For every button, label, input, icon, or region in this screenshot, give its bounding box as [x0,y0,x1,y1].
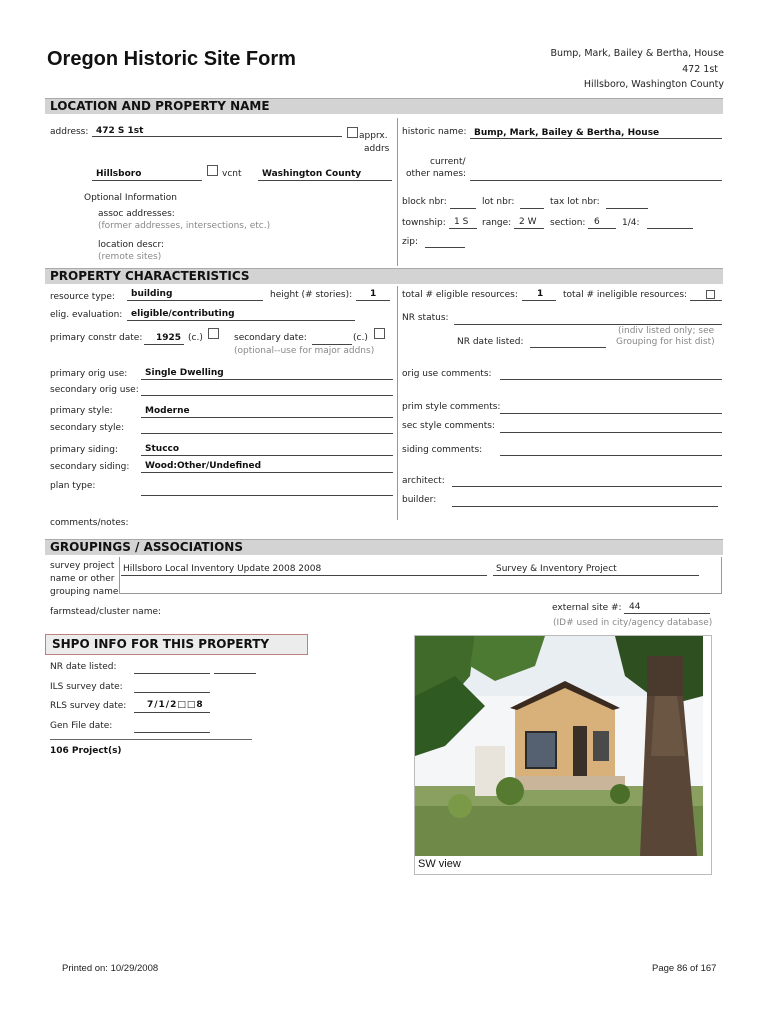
farmstead-label: farmstead/cluster name: [50,607,162,617]
external-site-label: external site #: [552,603,622,613]
shpo-nr-date-field-2[interactable] [214,661,256,674]
sec-style-comments-field[interactable] [500,420,722,433]
secondary-orig-use-label: secondary orig use: [50,385,139,395]
siding-comments-label: siding comments: [402,445,483,455]
external-site-hint: (ID# used in city/agency database) [553,618,713,628]
section-location [45,98,723,114]
secondary-siding-value: Wood:Other/Undefined [145,461,262,471]
secondary-orig-use-field[interactable] [141,383,393,396]
height-label: height (# stories): [270,290,353,300]
range-label: range: [482,218,512,228]
rls-survey-label: RLS survey date: [50,701,127,711]
quarter-field[interactable] [647,216,693,229]
primary-circa-checkbox[interactable] [208,328,219,339]
apprx-label: apprx. [359,131,388,141]
external-site-value: 44 [629,602,641,612]
total-ineligible-label: total # ineligible resources: [563,290,688,300]
prim-style-comments-field[interactable] [500,401,722,414]
sec-style-comments-label: sec style comments: [402,421,495,431]
section-shpo [45,634,308,655]
survey-project-label-2: name or other [50,574,115,584]
photo-caption: SW view [418,858,461,870]
form-title: Oregon Historic Site Form [47,48,296,70]
section-property-title: PROPERTY CHARACTERISTICS [50,269,250,283]
house-photo-image [415,636,703,856]
orig-use-comments-label: orig use comments: [402,369,492,379]
primary-circa-label: (c.) [188,333,203,343]
township-value: 1 S [454,217,469,227]
header-property-location: Hillsboro, Washington County [583,79,724,90]
county-value: Washington County [262,169,362,179]
ils-survey-label: ILS survey date: [50,682,123,692]
secondary-date-label: secondary date: [234,333,307,343]
resource-type-value: building [131,289,173,299]
assoc-addresses-label: assoc addresses: [98,209,175,219]
shpo-nr-date-label: NR date listed: [50,662,117,672]
primary-style-value: Moderne [145,406,190,416]
optional-info-label: Optional Information [84,193,178,203]
address-label: address: [50,127,89,137]
nr-status-field[interactable] [454,312,722,325]
plan-type-field[interactable] [141,483,393,496]
page-number: Page 86 of 167 [652,963,717,974]
resource-type-label: resource type: [50,292,115,302]
primary-orig-use-label: primary orig use: [50,369,128,379]
historic-name-label: historic name: [402,127,467,137]
township-label: township: [402,218,446,228]
survey-type-value: Survey & Inventory Project [496,564,617,574]
apprx-checkbox[interactable] [347,127,358,138]
section-value: 6 [594,217,600,227]
other-names-field[interactable] [470,168,722,181]
zip-field[interactable] [425,235,465,248]
historic-name-value: Bump, Mark, Bailey & Bertha, House [474,128,660,138]
assoc-addresses-hint: (former addresses, intersections, etc.) [98,221,271,231]
section-property [45,268,723,284]
range-value: 2 W [519,217,537,227]
rls-survey-value: 7/1/2□□8 [147,700,204,710]
column-divider-2 [397,286,398,520]
section-field[interactable] [588,216,616,229]
location-descr-hint: (remote sites) [98,252,162,262]
prim-style-comments-label: prim style comments: [402,402,501,412]
ils-survey-field[interactable] [134,680,210,693]
section-groupings [45,539,723,555]
secondary-style-field[interactable] [141,421,393,434]
survey-project-label-3: grouping name [50,587,119,597]
total-eligible-label: total # eligible resources: [402,290,518,300]
primary-siding-value: Stucco [145,444,180,454]
primary-orig-use-value: Single Dwelling [145,368,224,378]
vcnt-checkbox[interactable] [207,165,218,176]
primary-style-label: primary style: [50,406,113,416]
column-divider [397,118,398,266]
section-shpo-title: SHPO INFO FOR THIS PROPERTY [52,637,270,651]
shpo-nr-date-field[interactable] [134,661,210,674]
nr-status-label: NR status: [402,313,449,323]
secondary-circa-label: (c.) [353,333,368,343]
location-descr-label: location descr: [98,240,165,250]
block-nbr-label: block nbr: [402,197,447,207]
primary-siding-label: primary siding: [50,445,118,455]
city-value: Hillsboro [96,169,142,179]
lot-nbr-field[interactable] [520,196,544,209]
height-value: 1 [370,289,377,299]
house-photo [415,636,703,856]
elig-evaluation-label: elig. evaluation: [50,310,123,320]
zip-label: zip: [402,237,418,247]
primary-constr-value: 1925 [156,333,182,343]
other-names-label: other names: [406,169,467,179]
header-property-info [550,46,724,93]
current-label: current/ [430,157,466,167]
header-property-name: Bump, Mark, Bailey & Bertha, House [550,48,724,59]
primary-constr-label: primary constr date: [50,333,143,343]
nr-date-label: NR date listed: [457,337,524,347]
total-ineligible-box [706,290,715,299]
total-eligible-value: 1 [537,289,544,299]
builder-label: builder: [402,495,437,505]
builder-field[interactable] [452,494,718,507]
secondary-date-field[interactable] [312,332,352,345]
indiv-hint-2: Grouping for hist dist) [616,337,715,347]
survey-project-value: Hillsboro Local Inventory Update 2008 2008 [123,564,322,574]
secondary-circa-checkbox[interactable] [374,328,385,339]
address-value: 472 S 1st [96,126,144,136]
lot-nbr-label: lot nbr: [482,197,515,207]
section-groupings-title: GROUPINGS / ASSOCIATIONS [50,540,243,554]
addrs-label: addrs [364,144,390,154]
vcnt-label: vcnt [222,169,242,179]
section-label: section: [550,218,586,228]
tax-lot-label: tax lot nbr: [550,197,600,207]
shpo-divider [50,739,252,740]
header-property-address: 472 1st [682,63,718,75]
plan-type-label: plan type: [50,481,96,491]
indiv-hint-1: (indiv listed only; see [618,326,715,336]
comments-notes-label: comments/notes: [50,518,129,528]
secondary-siding-label: secondary siding: [50,462,130,472]
block-nbr-field[interactable] [450,196,476,209]
siding-comments-field[interactable] [500,443,722,456]
section-location-title: LOCATION AND PROPERTY NAME [50,99,270,113]
tax-lot-field[interactable] [606,196,648,209]
quarter-label: 1/4: [622,218,640,228]
gen-file-label: Gen File date: [50,721,113,731]
secondary-date-hint: (optional--use for major addns) [234,346,375,356]
printed-on: Printed on: 10/29/2008 [62,963,159,974]
survey-project-label-1: survey project [50,561,115,571]
architect-field[interactable] [452,474,722,487]
orig-use-comments-field[interactable] [500,367,722,380]
elig-evaluation-value: eligible/contributing [131,309,235,319]
gen-file-field[interactable] [134,720,210,733]
secondary-style-label: secondary style: [50,423,125,433]
nr-date-field[interactable] [530,335,606,348]
architect-label: architect: [402,476,445,486]
project-106-label: 106 Project(s) [50,746,122,756]
